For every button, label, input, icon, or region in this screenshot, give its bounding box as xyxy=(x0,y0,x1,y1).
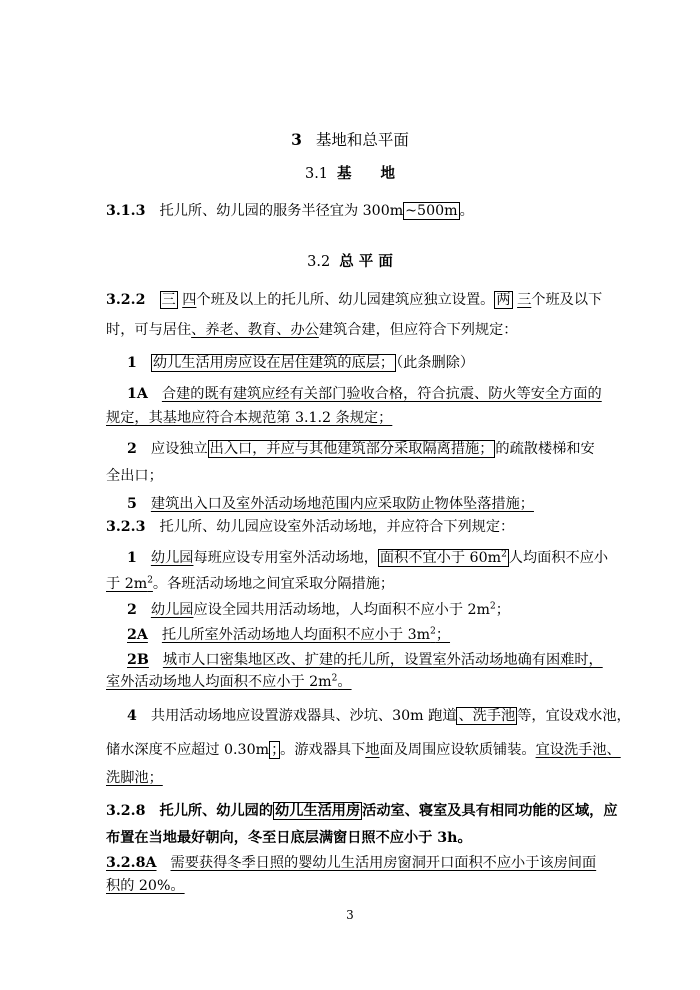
page-number: 3 xyxy=(346,908,354,922)
revision-insert: 三 xyxy=(517,292,532,308)
clause-3-2-8-line-2 xyxy=(106,828,472,848)
clause-text: 活动室、寝室及具有相同功能的区域，应 xyxy=(362,803,618,819)
item-text: 储水深度不应超过 0.30m xyxy=(106,742,270,758)
item-text: ； xyxy=(495,602,510,618)
chapter-title-text: 基地和总平面 xyxy=(315,131,409,149)
revision-insert: 积的 20%。 xyxy=(106,878,185,894)
revision-insert: 洗脚池； xyxy=(106,770,163,786)
clause-3-2-8a-line-2 xyxy=(106,876,185,896)
item-2a xyxy=(127,625,450,645)
item-text: 共用活动场地应设置游戏器具、沙坑、30m 跑道 xyxy=(150,708,457,724)
item-number: 1 xyxy=(127,550,137,566)
revision-box: ； xyxy=(271,742,279,758)
superscript: 2 xyxy=(331,673,338,684)
revision-box: 幼儿生活用房 xyxy=(275,803,361,819)
clause-end: 。 xyxy=(459,203,474,219)
clause-text: 托儿所、幼儿园的 xyxy=(159,803,274,819)
revision-insert xyxy=(127,627,450,643)
clause-number: 3.2.2 xyxy=(106,292,146,308)
revision-box: ~500m xyxy=(405,203,458,219)
clause-3-1-3 xyxy=(106,201,474,221)
item-text: 全出口； xyxy=(106,468,163,484)
item-number: 1A xyxy=(127,386,148,402)
clause-text: 时，可与居住 xyxy=(106,322,192,338)
revision-insert: 宜设洗手池、 xyxy=(535,742,621,758)
item-text: 。 xyxy=(337,674,352,690)
item-2b-line-2 xyxy=(106,672,352,692)
item-2 xyxy=(127,600,510,620)
revision-box: 幼儿生活用房应设在居住建筑的底层； xyxy=(152,355,395,371)
revision-box: 三 xyxy=(161,292,176,308)
item-text: 的疏散楼梯和安 xyxy=(495,441,595,457)
item-1a-line-2 xyxy=(106,408,392,428)
section-title: 总 平 面 xyxy=(339,253,393,270)
clause-text: 布置在当地最好朝向，冬至日底层满窗日照不应小于 3h。 xyxy=(106,830,472,846)
item-note: （此条删除） xyxy=(396,355,475,371)
clause-number: 3.2.8A xyxy=(106,855,157,871)
revision-box: 出入口，并应与其他建筑部分采取隔离措施； xyxy=(209,441,494,457)
clause-text: 需要获得冬季日照的婴幼儿生活用房窗洞开口面积不应小于该房间面 xyxy=(170,855,597,871)
item-2 xyxy=(127,439,595,459)
revision-box xyxy=(378,549,509,567)
revision-insert: 四 xyxy=(182,292,197,308)
chapter-number: 3 xyxy=(291,130,302,149)
superscript: 2 xyxy=(430,626,436,637)
revision-box: 、洗手池 xyxy=(458,708,516,724)
item-text: 城市人口密集地区改、扩建的托儿所，设置室外活动场地确有困难时， xyxy=(162,652,603,668)
revision-insert xyxy=(106,855,596,871)
item-text: 应设全园共用活动场地，人均面积不应小于 2m xyxy=(193,602,491,618)
section-number: 3.2 xyxy=(307,254,331,270)
revision-insert xyxy=(106,674,352,690)
section-3-1-heading xyxy=(0,164,700,184)
item-4-line-3 xyxy=(106,768,163,788)
item-text: 每班应设专用室外活动场地， xyxy=(193,550,378,566)
clause-text: 个班及以下 xyxy=(531,292,603,308)
revision-insert: 幼儿园 xyxy=(150,602,194,618)
item-text: 等，宜设戏水池， xyxy=(517,708,631,724)
item-text: ； xyxy=(435,627,451,643)
revision-insert: 幼儿园 xyxy=(150,550,194,566)
section-title: 基 地 xyxy=(337,165,396,182)
clause-text: 托儿所、幼儿园的服务半径宜为 300m xyxy=(159,203,404,219)
item-5 xyxy=(127,494,534,514)
item-text: 托儿所室外活动场地人均面积不应小于 3m xyxy=(161,627,431,643)
item-4-line-2 xyxy=(106,740,621,760)
clause-text: 建筑合建，但应符合下列规定： xyxy=(318,322,518,338)
clause-text: 个班及以上的托儿所、幼儿园建筑应独立设置。 xyxy=(196,292,495,308)
item-1 xyxy=(127,353,474,373)
clause-3-2-8 xyxy=(106,801,618,821)
clause-number: 3.1.3 xyxy=(106,203,146,219)
revision-insert: 地 xyxy=(365,742,380,758)
item-4 xyxy=(127,706,631,726)
revision-insert: 合建的既有建筑应经有关部门验收合格，符合抗震、防火等安全方面的 xyxy=(161,386,602,402)
item-1 xyxy=(127,548,608,568)
item-number: 4 xyxy=(127,708,137,724)
item-text: 。各班活动场地之间宜采取分隔措施； xyxy=(152,576,395,592)
clause-3-2-3 xyxy=(106,517,514,537)
item-number: 1 xyxy=(127,355,137,371)
item-number: 2 xyxy=(127,602,137,618)
clause-number: 3.2.8 xyxy=(106,803,146,819)
item-text: 人均面积不应小 xyxy=(508,550,609,566)
item-1a xyxy=(127,384,602,404)
section-number: 3.1 xyxy=(304,166,329,182)
item-number: 2 xyxy=(127,441,137,457)
revision-insert-text: 于 2m xyxy=(106,576,148,592)
superscript: 2 xyxy=(501,549,507,560)
revision-insert: 、养老、教育、办公 xyxy=(191,322,319,338)
item-text: 应设独立 xyxy=(150,441,208,457)
item-2-line-2 xyxy=(106,466,163,486)
revision-insert xyxy=(127,652,603,668)
chapter-title xyxy=(0,130,700,150)
clause-3-2-2 xyxy=(106,290,602,310)
item-number: 5 xyxy=(127,496,137,512)
clause-number: 3.2.3 xyxy=(106,519,146,535)
superscript: 2 xyxy=(490,601,496,612)
clause-3-2-2-line-2 xyxy=(106,320,517,340)
revision-box: 两 xyxy=(496,292,511,308)
item-text: 。游戏器具下 xyxy=(280,742,366,758)
item-2b xyxy=(127,650,603,670)
item-number: 2B xyxy=(127,652,149,668)
clause-text: 托儿所、幼儿园应设室外活动场地，并应符合下列规定： xyxy=(159,519,515,535)
revision-insert: 建筑出入口及室外活动场地范围内应采取防止物体坠落措施； xyxy=(150,496,534,512)
item-number: 2A xyxy=(127,627,148,643)
clause-3-2-8a xyxy=(106,853,596,873)
superscript: 2 xyxy=(147,575,153,586)
revision-box-text: 面积不宜小于 60m xyxy=(379,550,502,566)
section-3-2-heading xyxy=(0,252,700,272)
item-1-line-2 xyxy=(106,574,394,594)
item-text: 室外活动场地人均面积不应小于 2m xyxy=(106,674,332,690)
revision-insert xyxy=(106,576,153,592)
revision-insert: 规定，其基地应符合本规范第 3.1.2 条规定； xyxy=(106,410,393,426)
item-text: 面及周围应设软质铺装。 xyxy=(379,742,536,758)
